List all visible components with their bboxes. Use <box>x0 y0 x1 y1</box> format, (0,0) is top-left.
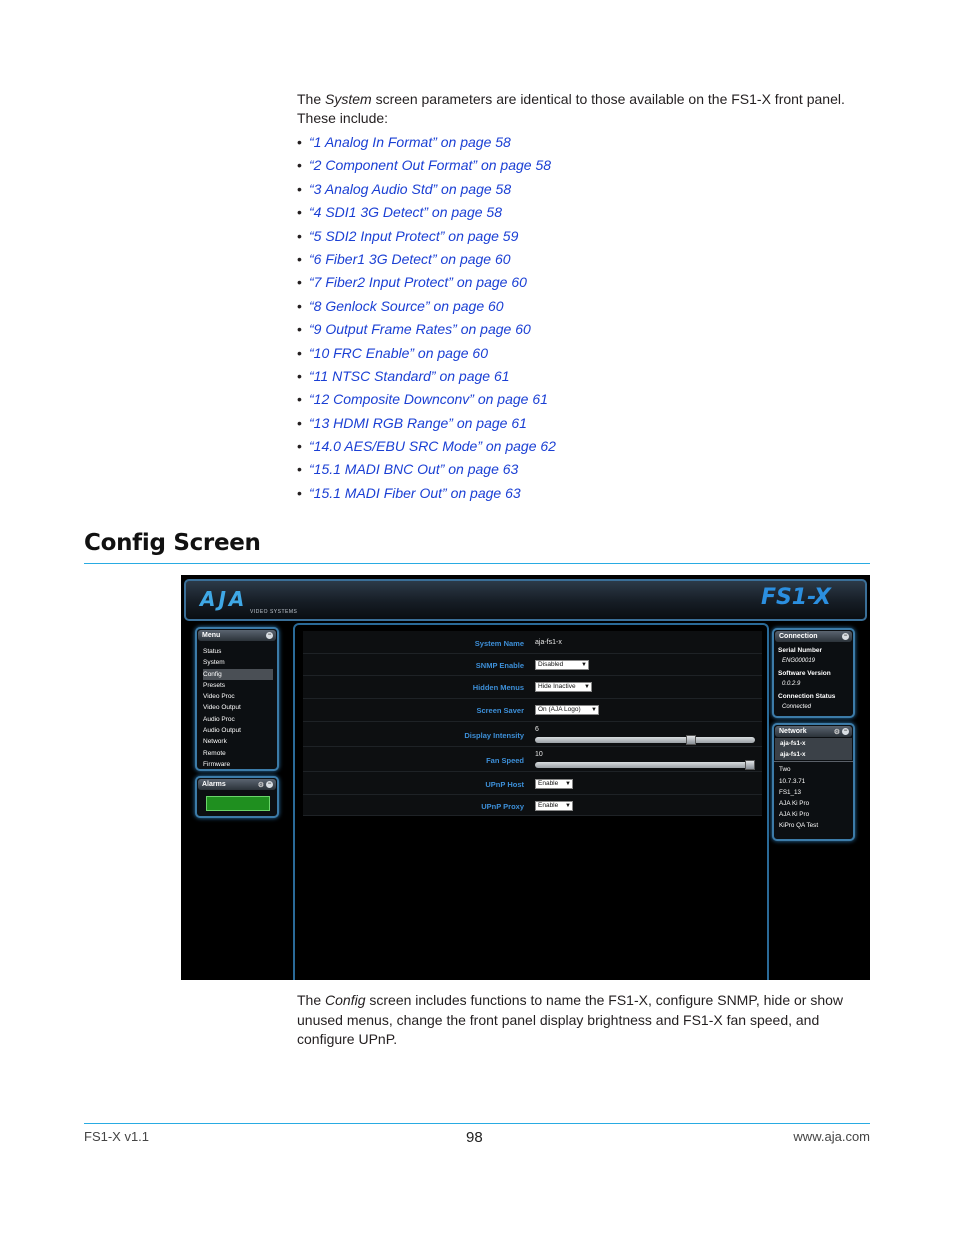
upnp-proxy-value: Enable <box>538 802 559 809</box>
serial-number-value: ENG000019 <box>782 658 816 664</box>
list-item <box>297 202 556 225</box>
hidden-menus-label: Hidden Menus <box>472 683 524 692</box>
bullet-marker: • <box>297 227 302 244</box>
cross-reference-list <box>297 132 556 506</box>
gear-icon[interactable]: ⚙ <box>833 729 840 736</box>
menu-panel <box>195 627 279 771</box>
snmp-enable-label: SNMP Enable <box>475 661 524 670</box>
display-intensity-label: Display Intensity <box>464 731 524 740</box>
screen-saver-select[interactable] <box>535 705 599 715</box>
display-intensity-value: 6 <box>535 726 539 733</box>
intro-text-end: screen parameters are identical to those available on the FS1-X front panel. These include: <box>297 91 845 126</box>
upnp-proxy-label: UPnP Proxy <box>481 802 524 811</box>
alarms-panel-header <box>198 779 276 790</box>
bullet-marker: • <box>297 484 302 501</box>
snmp-enable-row <box>303 654 762 676</box>
menu-item-system[interactable]: System <box>203 659 225 667</box>
menu-item-network[interactable]: Network <box>203 738 227 746</box>
footer-page-number: 98 <box>466 1129 483 1146</box>
outro-paragraph <box>297 991 872 1050</box>
app-banner <box>184 579 867 621</box>
network-device-item[interactable]: FS1_13 <box>779 788 802 796</box>
menu-item-config[interactable]: Config <box>203 669 273 680</box>
cross-reference-link[interactable]: “4 SDI1 3G Detect” on page 58 <box>309 204 502 221</box>
menu-item-firmware[interactable]: Firmware <box>203 760 231 768</box>
fan-speed-row <box>303 747 762 772</box>
menu-panel-title: Menu <box>202 632 221 639</box>
collapse-icon[interactable]: − <box>843 633 848 639</box>
chevron-down-icon: ▼ <box>584 684 590 690</box>
bullet-marker: • <box>297 134 302 150</box>
screen-saver-value: On (AJA Logo) <box>538 706 581 713</box>
connection-panel-header <box>775 631 852 642</box>
slider-thumb[interactable] <box>686 735 696 745</box>
footer-doc-version: FS1-X v1.1 <box>84 1129 150 1144</box>
network-panel-header <box>775 726 852 737</box>
network-device-item[interactable]: AJA Ki Pro <box>779 799 810 807</box>
list-item <box>297 179 556 202</box>
list-item <box>297 436 556 459</box>
list-item <box>297 272 556 295</box>
menu-item-video-proc[interactable]: Video Proc <box>203 693 235 701</box>
list-item <box>297 319 556 342</box>
cross-reference-link[interactable]: “12 Composite Downconv” on page 61 <box>309 391 548 408</box>
menu-item-remote[interactable]: Remote <box>203 749 226 757</box>
collapse-icon[interactable]: − <box>267 781 272 787</box>
software-version-value: 0.0.2.9 <box>782 681 801 687</box>
alarms-panel-title: Alarms <box>202 781 226 788</box>
system-name-label: System Name <box>474 639 524 648</box>
config-pane <box>293 623 769 980</box>
cross-reference-link[interactable]: “14.0 AES/EBU SRC Mode” on page 62 <box>309 438 556 455</box>
gear-icon[interactable]: ⚙ <box>257 782 264 789</box>
menu-panel-header <box>198 630 276 641</box>
product-logo: FS1-X <box>760 585 831 610</box>
connection-panel <box>772 628 855 718</box>
cross-reference-link[interactable]: “7 Fiber2 Input Protect” on page 60 <box>309 274 527 291</box>
snmp-enable-value: Disabled <box>538 661 564 668</box>
slider-thumb[interactable] <box>745 760 755 770</box>
cross-reference-link[interactable]: “8 Genlock Source” on page 60 <box>309 297 504 314</box>
hidden-menus-row <box>303 676 762 699</box>
outro-text-end: screen includes functions to name the FS1-X, configure SNMP, hide or show unused menus, change the front panel display brightness and FS1-X fan speed, and configure UPnP. <box>297 992 844 1047</box>
network-device-list <box>774 762 853 831</box>
software-version-label: Software Version <box>778 670 831 677</box>
upnp-host-label: UPnP Host <box>485 780 524 789</box>
cross-reference-link[interactable]: “10 FRC Enable” on page 60 <box>309 344 488 361</box>
screen-saver-label: Screen Saver <box>476 706 524 715</box>
cross-reference-link[interactable]: “15.1 MADI BNC Out” on page 63 <box>309 461 519 478</box>
display-intensity-slider[interactable] <box>535 737 755 743</box>
cross-reference-link[interactable]: “5 SDI2 Input Protect” on page 59 <box>309 227 519 244</box>
outro-italic-term: Config <box>325 992 366 1008</box>
cross-reference-link[interactable]: “13 HDMI RGB Range” on page 61 <box>309 414 527 431</box>
list-item <box>297 483 556 506</box>
collapse-icon[interactable]: − <box>267 632 272 638</box>
network-device-item[interactable]: KiPro QA Test <box>779 822 819 830</box>
list-item <box>297 413 556 436</box>
network-device-item[interactable]: 10.7.3.71 <box>779 777 806 785</box>
connection-status-value: Connected <box>782 704 812 710</box>
list-item <box>297 249 556 272</box>
network-selected-list <box>774 738 853 762</box>
cross-reference-link[interactable]: “1 Analog In Format” on page 58 <box>309 134 511 150</box>
upnp-proxy-row <box>303 795 762 816</box>
hidden-menus-select[interactable] <box>535 682 592 692</box>
fan-speed-slider[interactable] <box>535 762 755 768</box>
list-item <box>297 389 556 412</box>
bullet-marker: • <box>297 461 302 478</box>
cross-reference-link[interactable]: “15.1 MADI Fiber Out” on page 63 <box>309 484 521 501</box>
collapse-icon[interactable]: − <box>843 728 848 734</box>
list-item <box>297 132 556 155</box>
snmp-enable-select[interactable] <box>535 660 589 670</box>
bullet-marker: • <box>297 321 302 338</box>
bullet-marker: • <box>297 250 302 267</box>
intro-italic-term: System <box>325 91 372 107</box>
upnp-host-value: Enable <box>538 780 559 787</box>
footer-divider <box>84 1123 870 1124</box>
bullet-marker: • <box>297 438 302 455</box>
fan-speed-value: 10 <box>535 751 543 758</box>
bullet-marker: • <box>297 204 302 221</box>
menu-item-video-output[interactable]: Video Output <box>203 704 241 712</box>
list-item <box>297 343 556 366</box>
hidden-menus-value: Hide Inactive <box>538 683 576 690</box>
bullet-marker: • <box>297 391 302 408</box>
list-item <box>297 459 556 482</box>
upnp-host-row <box>303 772 762 795</box>
menu-item-status[interactable]: Status <box>203 648 222 655</box>
fan-speed-label: Fan Speed <box>486 756 524 765</box>
menu-item-audio-proc[interactable]: Audio Proc <box>203 715 235 723</box>
cross-reference-link[interactable]: “3 Analog Audio Std” on page 58 <box>309 180 512 197</box>
network-panel <box>772 723 855 841</box>
bullet-marker: • <box>297 414 302 431</box>
display-intensity-row <box>303 722 762 747</box>
system-name-field[interactable]: aja-fs1-x <box>535 639 562 646</box>
upnp-proxy-select[interactable] <box>535 801 573 811</box>
menu-item-audio-output[interactable]: Audio Output <box>203 727 241 735</box>
list-item <box>297 296 556 319</box>
bullet-marker: • <box>297 344 302 361</box>
bullet-marker: • <box>297 367 302 384</box>
cross-reference-link[interactable]: “2 Component Out Format” on page 58 <box>309 157 552 174</box>
aja-logo-subtitle: VIDEO SYSTEMS <box>250 609 298 615</box>
network-selected-item[interactable]: aja-fs1-x <box>775 749 852 760</box>
title-divider <box>84 563 870 564</box>
connection-panel-title: Connection <box>779 633 818 640</box>
list-item <box>297 226 556 249</box>
system-name-row <box>303 631 762 654</box>
footer-website-link[interactable]: www.aja.com <box>793 1129 870 1144</box>
intro-text-start: The <box>297 91 326 107</box>
section-title: Config Screen <box>84 530 261 556</box>
list-item <box>297 366 556 389</box>
cross-reference-link[interactable]: “9 Output Frame Rates” on page 60 <box>309 321 531 338</box>
screen-saver-row <box>303 699 762 722</box>
bullet-marker: • <box>297 157 302 174</box>
alarms-panel <box>195 776 279 818</box>
alarm-status-indicator <box>206 796 270 811</box>
chevron-down-icon: ▼ <box>565 803 571 809</box>
upnp-host-select[interactable] <box>535 779 573 789</box>
chevron-down-icon: ▼ <box>591 707 597 713</box>
bullet-marker: • <box>297 180 302 197</box>
bullet-marker: • <box>297 274 302 291</box>
network-panel-title: Network <box>779 728 807 735</box>
chevron-down-icon: ▼ <box>581 662 587 668</box>
outro-text-start: The <box>297 992 326 1008</box>
bullet-marker: • <box>297 297 302 314</box>
menu-item-presets[interactable]: Presets <box>203 681 226 689</box>
serial-number-label: Serial Number <box>778 647 823 654</box>
cross-reference-link[interactable]: “11 NTSC Standard” on page 61 <box>309 367 510 384</box>
aja-logo: AJA <box>200 587 248 611</box>
network-device-item[interactable]: Two <box>779 766 791 774</box>
menu-list <box>197 642 277 770</box>
network-selected-item[interactable]: aja-fs1-x <box>775 738 852 749</box>
config-screen-screenshot <box>181 575 870 980</box>
cross-reference-link[interactable]: “6 Fiber1 3G Detect” on page 60 <box>309 250 511 267</box>
intro-paragraph <box>297 90 872 128</box>
list-item <box>297 155 556 178</box>
chevron-down-icon: ▼ <box>565 781 571 787</box>
connection-status-label: Connection Status <box>778 693 836 700</box>
network-device-item[interactable]: AJA Ki Pro <box>779 811 810 819</box>
connection-details <box>774 643 853 714</box>
